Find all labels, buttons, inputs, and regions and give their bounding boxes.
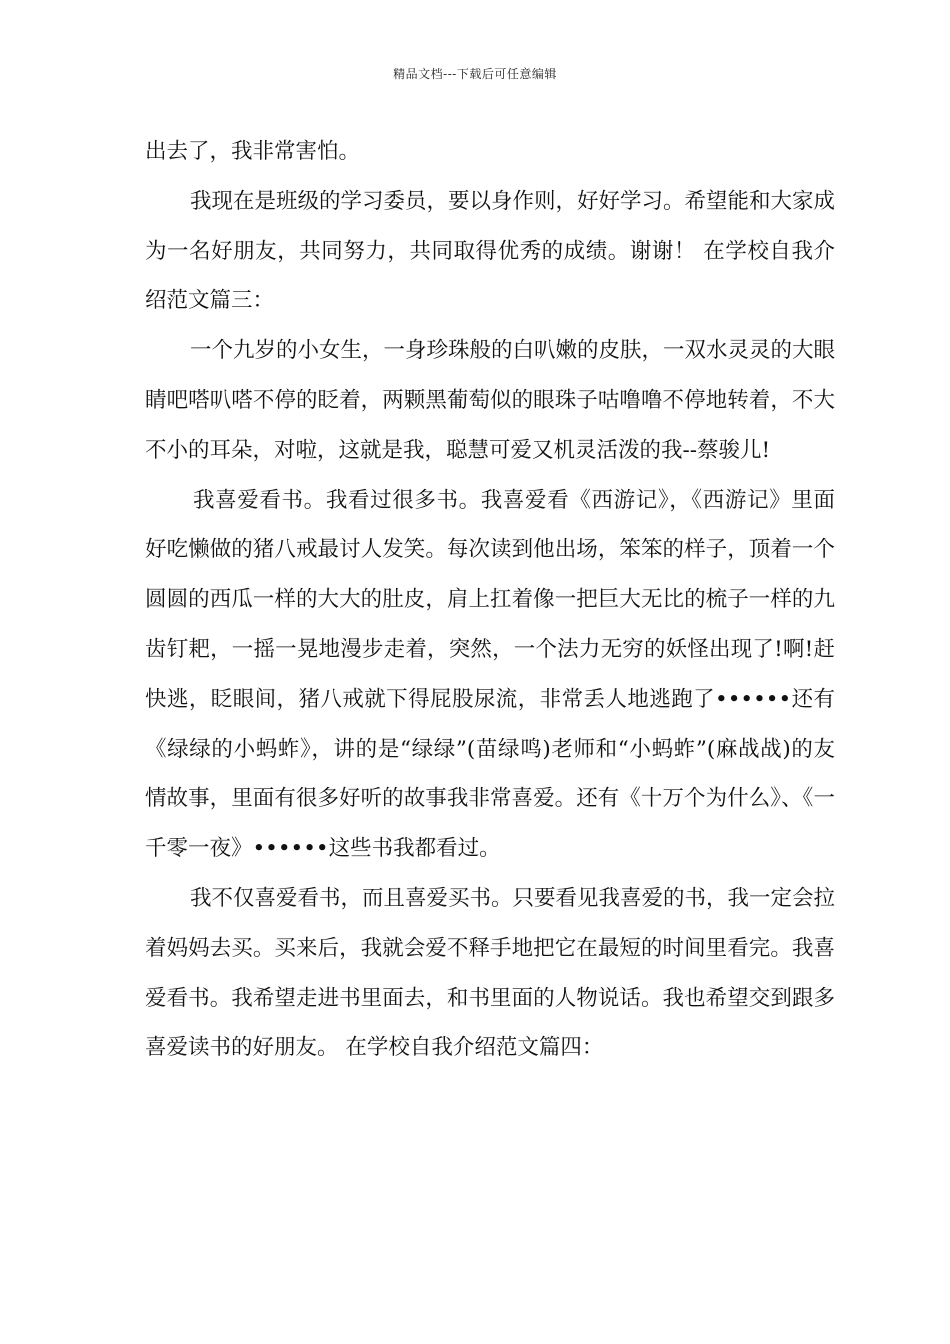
paragraph-1: 出去了，我非常害怕。 [145,139,361,164]
page-header: 精品文档---下载后可任意编辑 [393,67,557,81]
document-body [145,127,835,1073]
paragraph-4: 我喜爱看书。我看过很多书。我喜爱看《西游记》，《西游记》里面好吃懒做的猪八戒最讨人发笑。每次读到他出场，笨笨的样子，顶着一个圆圆的西瓜一样的大大的肚皮，肩上扛着像一把巨大无比的梳子一样的九齿钉耙，一摇一晃地漫步走着，突然，一个法力无穷的妖怪出现了!啊!赶快逃，眨眼间，猪八戒就下得屁股尿流，非常丢人地逃跑了••••••还有《绿绿的小蚂蚱》，讲的是“绿绿”(苗绿鸣)老师和“小蚂蚱”(麻战战)的友情故事，里面有很多好听的故事我非常喜爱。还有《十万个为什么》、《一千零一夜》••••••这些书我都看过。 [145,487,835,862]
paragraph-5: 我不仅喜爱看书，而且喜爱买书。只要看见我喜爱的书，我一定会拉着妈妈去买。买来后，我就会爱不释手地把它在最短的时间里看完。我喜爱看书。我希望走进书里面去，和书里面的人物说话。我也希望交到跟多喜爱读书的好朋友。 在学校自我介绍范文篇四： [145,885,836,1061]
paragraph-3: 一个九岁的小女生，一身珍珠般的白叭嫩的皮肤，一双水灵灵的大眼睛吧嗒叭嗒不停的眨着，两颗黑葡萄似的眼珠子咕噜噜不停地转着，不大不小的耳朵，对啦，这就是我，聪慧可爱又机灵活泼的我--蔡骏儿! [145,338,836,463]
paragraph-2: 我现在是班级的学习委员，要以身作则，好好学习。希望能和大家成为一名好朋友，共同努力，共同取得优秀的成绩。谢谢！ 在学校自我介绍范文篇三： [145,188,836,314]
